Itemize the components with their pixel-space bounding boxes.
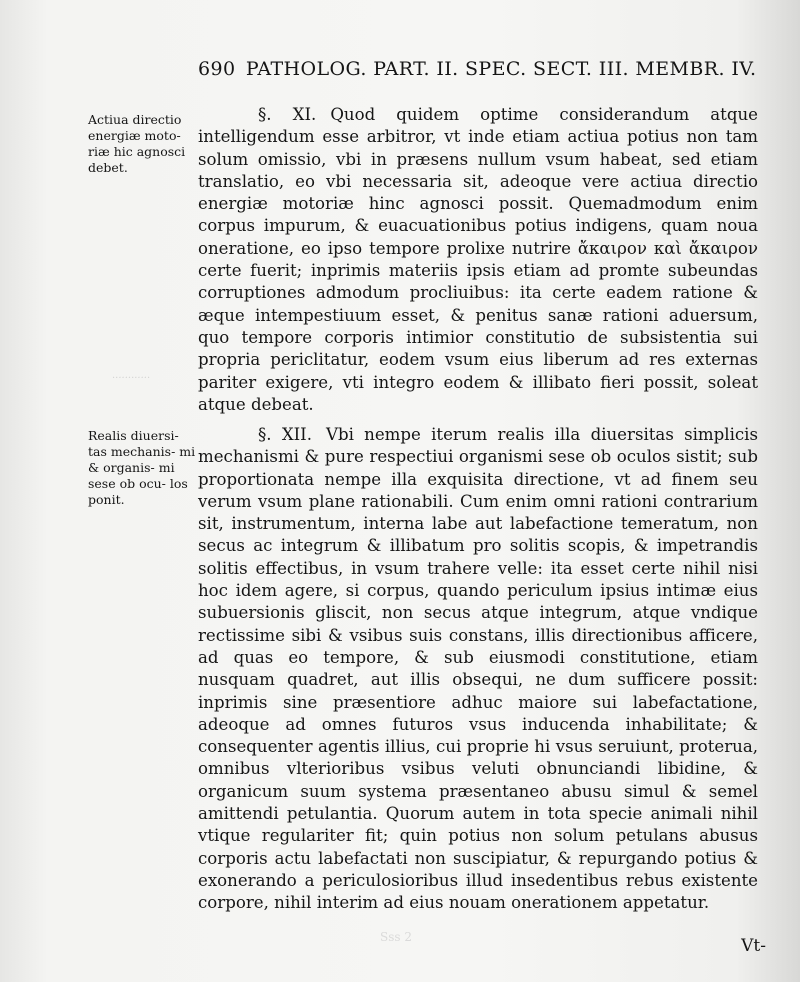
section-xi <box>198 104 758 416</box>
bleed-through-text: ············ <box>112 373 151 384</box>
margin-note-1: Actiua directio energiæ moto- riæ hic agnosci debet. <box>88 112 186 175</box>
section-xi-paragraph <box>198 104 758 416</box>
catchword: Vt- <box>741 936 766 956</box>
section-number: §. XI. <box>258 105 317 124</box>
running-title: PATHOLOG. PART. II. SPEC. SECT. III. MEMBR. IV. <box>245 58 757 80</box>
signature-mark: Sss 2 <box>380 930 412 944</box>
page-number: 690 <box>198 58 236 80</box>
section-xii-paragraph <box>198 424 758 915</box>
section-number: §. XII. <box>258 425 313 444</box>
running-header <box>198 58 757 80</box>
section-text: Vbi nempe iterum realis illa diuersitas simplicis mechanismi & pure respectiui organismi sese ob oculos sistit; sub proportionata nempe illa exquisita directione, vt ad finem seu verum vsum plane rationabili. Cum enim omni rationi contrarium sit, instrumentum, interna labe aut labefactione temeratum, non secus ac integrum & illibatum pro solitis scopis, & impetrandis solitis effectibus, in vsum trahere velle: ita esset certe nihil nisi hoc idem agere, si corpus, quando periculum ipsius intimæ eius subuersionis gliscit, non secus atque integrum, atque vndique rectissime sibi & vsibus suis constans, illis directionibus afficere, ad quas eo tempore, & sub eiusmodi constitutione, etiam nusquam quadret, aut illis obsequi, ne dum sufficere possit: inprimis sine præsentiore adhuc maiore sui labefactatione, adeoque ad omnes futuros vsus inducenda inhabilitate; & consequenter agentis illius, cui proprie hi vsus seruiunt, proterua, omnibus vlterioribus vsibus veluti obnunciandi libidine, & organicum suum systema præsentaneo abusu simul & semel amittendi petulantia. Quorum autem in tota specie animali nihil vtique regulariter fit; quin potius non solum petulans abusus corporis actu labefactati non suscipiatur, & repurgando potius & exonerando a periculosioribus illud insedentibus rebus existente corpore, nihil interim ad eius nouam onerationem appetatur. <box>198 425 758 913</box>
section-xii <box>198 424 758 915</box>
section-text: Quod quidem optime considerandum atque intelligendum esse arbitror, vt inde etiam actiua potius non tam solum omissio, vbi in præsens nullum vsum habeat, sed etiam translatio, eo vbi necessaria sit, adeoque vere actiua directio energiæ motoriæ hinc agnosci possit. Quemadmodum enim corpus impurum, & euacuationibus potius indigens, quam noua oneratione, eo ipso tempore prolixe nutrire ἄκαιρον καὶ ἄκαιρον certe fuerit; inprimis materiis ipsis etiam ad promte subeundas corruptiones admodum procliuibus: ita certe eadem ratione & æque intempestiuum esset, & penitus sanæ rationi aduersum, quo tempore corporis intimior constitutio de subsistentia sui propria periclitatur, eodem vsum eius liberum ad res externas pariter exigere, vti integro eodem & illibato fieri possit, soleat atque debeat. <box>198 105 758 414</box>
margin-note-2: Realis diuersi- tas mechanis- mi & organis- mi sese ob ocu- los ponit. <box>88 428 196 507</box>
